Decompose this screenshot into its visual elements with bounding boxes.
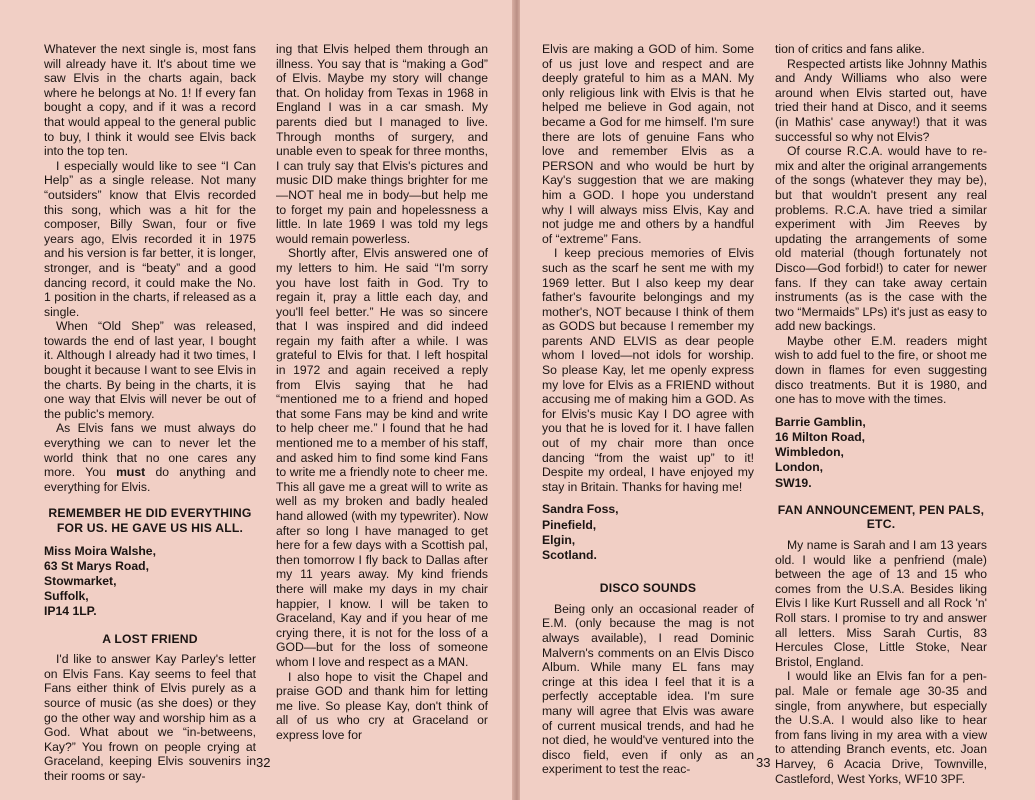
address-line: IP14 1LP. (44, 604, 97, 619)
address-line: Sandra Foss, (542, 502, 619, 517)
author-address (775, 415, 987, 491)
right-column-1 (542, 42, 754, 777)
right-column-2 (775, 42, 987, 786)
paragraph (44, 421, 256, 494)
left-column-2 (276, 42, 488, 743)
section-heading: FAN ANNOUNCEMENT, PEN PALS, ETC. (777, 502, 985, 532)
address-line: Elgin, (542, 532, 576, 547)
address-line: London, (775, 460, 824, 475)
paragraph: When “Old Shep” was released, towards the end of last year, I bought it. Although I already had it two times, I bought it because I want to see Elvis in the charts. By being in the charts, it is one way that Elvis will never be out of the public's memory. (44, 319, 256, 421)
left-column-1 (44, 42, 256, 784)
paragraph: I also hope to visit the Chapel and praise GOD and thank him for letting me live. So please Kay, don't think of all of us who cry at Graceland or express love for (276, 669, 488, 742)
address-line: Wimbledon, (775, 445, 844, 460)
address-line: SW19. (775, 475, 812, 490)
address-line: Pinefield, (542, 517, 597, 532)
address-line: Scotland. (542, 548, 597, 563)
section-heading: A LOST FRIEND (102, 631, 198, 646)
section-heading: REMEMBER HE DID EVERYTHING FOR US. HE GAVE US HIS ALL. (48, 506, 252, 535)
emphasis-text: must (116, 465, 146, 480)
paragraph: tion of critics and fans alike. (775, 42, 925, 56)
text-span: do anything and everything for Elvis. (44, 465, 256, 494)
paragraph: I keep precious memories of Elvis such as the scarf he sent me with my 1969 letter. But I also keep my dear father's favourite belongings and my mother's, NOT because I think of them as GODS but because I remember my parents AND ELVIS as dear people whom I loved—not idols for worship. So please Kay, let me openly express my love for Elvis as a FRIEND without accusing me of making him a GOD. As for Elvis's music Kay I DO agree with you that he is loved for it. I have fallen out of my chair more than once dancing “from the waist up” to it! Despite my ordeal, I have enjoyed my stay in Britain. Thanks for having me! (542, 246, 754, 494)
right-page (520, 0, 1035, 800)
page-number: 33 (756, 755, 771, 770)
paragraph: Being only an occasional reader of E.M. (only because the mag is not always available), I read Dominic Malvern's comments on an Elvis Disco Album. While many EL fans may cringe at this idea I feel that it is a perfectly acceptable idea. I'm sure many will agree that Elvis was aware of current musical trends, and had he not died, he would've ventured into the disco field, even if only as an experiment to test the reac- (542, 601, 754, 777)
section-heading: DISCO SOUNDS (599, 581, 697, 596)
paragraph: Shortly after, Elvis answered one of my letters to him. He said “I'm sorry you have lost faith in God. Try to regain it, pray a little each day, and you'll feel better.” He was so sincere that I was inspired and did indeed regain my faith after a while. I was grateful to Elvis for that. I left hospital in 1972 and again received a reply from Elvis saying that he had “mentioned me to a friend and hoped that some Fans may be kind and write to help cheer me.” I found that he had mentioned me to a member of his staff, and asked him to find some kind Fans to write me a friendly note to cheer me. This all gave me a great will to write as well as my broken and badly healed hand allowed (with my typewriter). Now after so long I have managed to get here for a few days with a Scottish pal, then tomorrow I fly back to Dallas after my 11 years away. My kind friends there will make my days in my chair happier, I know. I will be taken to Graceland, Kay and if you hear of me crying there, it is not for the loss of a GOD—but for the loss of someone whom I love and respect as a MAN. (276, 246, 489, 669)
left-page (0, 0, 515, 800)
page-number: 32 (256, 755, 271, 770)
address-line: Stowmarket, (44, 574, 117, 588)
paragraph: ing that Elvis helped them through an illness. You say that is “making a God” of Elvis. Maybe my story will change that. On holiday from Texas in 1968 in England I was in a car smash. My parents died but I managed to live. Through months of surgery, and unable even to speak for three months, I can truly say that Elvis's pictures and music DID make things brighter for me—NOT heal me in body—but help me to forget my pain and hopelessness a little. In late 1969 I was told my legs would remain powerless. (276, 42, 488, 246)
address-line: Miss Moira Walshe, (44, 543, 156, 558)
paragraph: Of course R.C.A. would have to re-mix and alter the original arrangements of the songs (whatever they may be), but that wouldn't present any real problems. R.C.A. have tried a similar experiment with Jim Reeves by updating the arrangements of some old material (though fortunately not Disco—God forbid!) to cater for newer fans. If they can take away certain instruments (as is the case with the two “Mermaids” LPs) it's just as easy to add new backings. (775, 144, 987, 334)
address-line: Suffolk, (44, 589, 89, 604)
paragraph: Elvis are making a GOD of him. Some of us just love and respect and are deeply grateful to him as a MAN. My only religious link with Elvis is that he helped me believe in God again, not became a God for me himself. I'm sure there are lots of genuine Fans who love and remember Elvis as a PERSON and who would be hurt by Kay's suggestion that we are making him a GOD. I hope you understand why I will always miss Elvis, Kay and not judge me and others by a handful of “extreme” Fans. (542, 42, 754, 246)
author-address (44, 544, 256, 620)
address-line: Barrie Gamblin, (775, 414, 866, 429)
author-address (542, 502, 754, 563)
paragraph: My name is Sarah and I am 13 years old. I would like a penfriend (male) between the age of 13 and 15 who comes from the U.S.A. Besides liking Elvis I like Kurt Russell and all Rock 'n' Roll stars. I promise to try and answer all letters. Miss Sarah Curtis, 83 Hercules Close, Little Stoke, Near Bristol, England. (775, 538, 987, 669)
address-line: 63 St Marys Road, (44, 558, 149, 573)
paragraph: I especially would like to see “I Can Help” as a single release. Not many “outsiders” know that Elvis recorded this song, which was a hit for the composer, Billy Swan, four or five years ago, Elvis recorded it in 1975 and his version is far better, it is longer, stronger, and is “beaty” and a good dancing record, it could make the No. 1 position in the charts, if released as a single. (44, 158, 256, 319)
paragraph: I would like an Elvis fan for a pen-pal. Male or female age 30-35 and single, from anywhere, but especially the U.S.A. I would also like to hear from fans living in my area with a view to attending Branch events, etc. Joan Harvey, 6 Acacia Drive, Townville, Castleford, West Yorks, WF10 3PF. (775, 669, 987, 786)
text-span: As Elvis fans we must always do everything we can to never let the world think that no one cares any more. You (44, 421, 256, 480)
paragraph: Maybe other E.M. readers might wish to add fuel to the fire, or shoot me down in flames for even suggesting disco treatments. But it is 1980, and one has to move with the times. (775, 333, 987, 407)
address-line: 16 Milton Road, (775, 430, 866, 445)
paragraph: I'd like to answer Kay Parley's letter on Elvis Fans. Kay seems to feel that Fans either think of Elvis purely as a source of music (as she does) or they go the other way and worship him as a God. What about we “in-betweens, Kay?” You frown on people crying at Graceland, keeping Elvis souvenirs in their rooms or say- (44, 652, 256, 783)
paragraph: Respected artists like Johnny Mathis and Andy Williams who also were around when Elvis started out, have tried their hand at Disco, and it seems (in Mathis' case anyway!) that it was successful so why not Elvis? (775, 56, 987, 144)
paragraph: Whatever the next single is, most fans will already have it. It's about time we saw Elvis in the charts again, back where he belongs at No. 1! If every fan bought a copy, and if it was a record that would appeal to the general public to buy, I think it would see Elvis back into the top ten. (44, 42, 256, 159)
